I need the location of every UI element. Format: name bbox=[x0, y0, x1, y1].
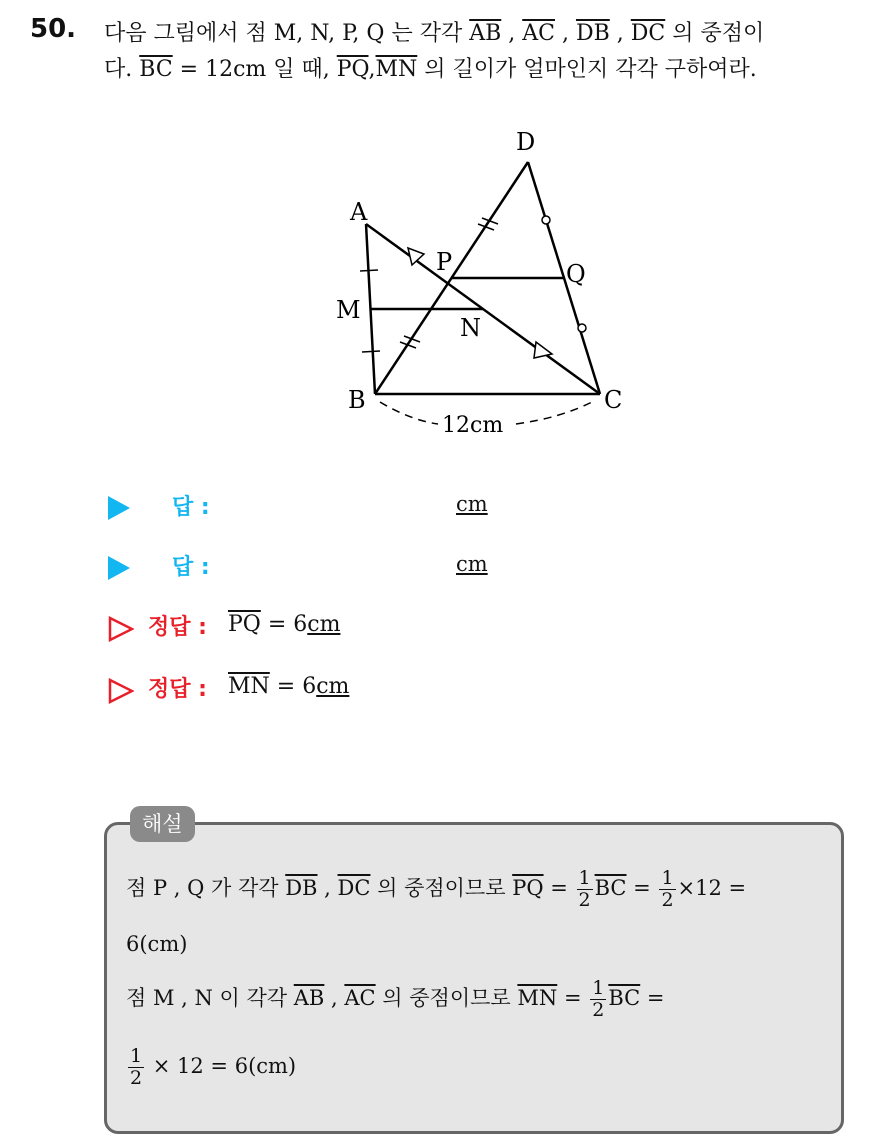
bc-length-arc-right bbox=[516, 402, 592, 424]
label-b: B bbox=[348, 386, 366, 414]
label-p: P bbox=[436, 248, 453, 276]
fraction-half: $\frac{1}{2}$ bbox=[130, 1045, 143, 1089]
label-q: Q bbox=[566, 260, 586, 288]
correct-answer-value: $\overline{PQ} = 6cm$ bbox=[228, 612, 341, 637]
answer-section bbox=[108, 490, 808, 734]
label-bc-length: 12cm bbox=[442, 413, 504, 438]
label-a: A bbox=[350, 198, 368, 226]
answer-unit: cm bbox=[456, 552, 488, 576]
label-n: N bbox=[460, 314, 481, 342]
bc-length-arc-left bbox=[380, 402, 438, 424]
play-arrow-icon bbox=[108, 496, 130, 520]
label-m: M bbox=[336, 296, 361, 324]
play-arrow-icon bbox=[108, 556, 130, 580]
correct-answer-label: 정답 : bbox=[148, 677, 207, 702]
segment-bc: $\overline{BC}$ bbox=[139, 57, 173, 82]
question-line-2: 다. $\overline{BC} = 12cm$ 일 때, $\overline{PQ},\overline{MN}$ 의 길이가 얼마인지 각각 구하여라. bbox=[104, 57, 757, 82]
segment-ab: $\overline{AB}$ bbox=[469, 21, 502, 46]
answer-label: 답 : bbox=[172, 555, 210, 580]
outline-arrow-icon bbox=[108, 678, 134, 704]
solution-line-3: 점 M , N 이 각각 $\overline{AB}$ , $\overline{AC}$ 의 중점이므로 $\overline{MN}$ = $\frac{1}{2}$ $\overline{BC}$ = bbox=[126, 977, 665, 1021]
outline-arrow-icon bbox=[108, 616, 134, 642]
answer-unit: cm bbox=[456, 492, 488, 516]
correct-answer-value: $\overline{MN} = 6cm$ bbox=[228, 674, 350, 699]
label-c: C bbox=[604, 386, 623, 414]
solution-tab: 해설 bbox=[130, 806, 195, 842]
segment-db: $\overline{DB}$ bbox=[575, 21, 610, 46]
question-line-1: 다음 그림에서 점 M, N, P, Q 는 각각 $\overline{AB}$ , $\overline{AC}$ , $\overline{DB}$ , $\overline{DC}$ 의 중점이 bbox=[104, 21, 765, 46]
label-d: D bbox=[516, 128, 536, 156]
solution-line-1: 점 P , Q 가 각각 $\overline{DB}$ , $\overline{DC}$ 의 중점이므로 $\overline{PQ}$ = $\frac{1}{2}$ $\overline{BC}$ = $\frac{1}{2}$ ×12 = bbox=[126, 867, 747, 911]
fraction-half: $\frac{1}{2}$ bbox=[578, 867, 591, 911]
fraction-half: $\frac{1}{2}$ bbox=[592, 977, 605, 1021]
segment-dc: $\overline{DC}$ bbox=[630, 21, 666, 46]
question-text bbox=[104, 16, 884, 88]
geometry-figure bbox=[320, 120, 640, 450]
correct-answer-row-1 bbox=[108, 610, 808, 672]
segment-pq: $\overline{PQ}$ bbox=[336, 57, 369, 82]
answer-row-1[interactable] bbox=[108, 490, 808, 550]
segment-mn: $\overline{MN}$ bbox=[375, 57, 418, 82]
segment-ac: $\overline{AC}$ bbox=[522, 21, 555, 46]
fraction-half: $\frac{1}{2}$ bbox=[661, 867, 674, 911]
answer-row-2[interactable] bbox=[108, 550, 808, 610]
correct-answer-label: 정답 : bbox=[148, 615, 207, 640]
question-number: 50. bbox=[30, 14, 77, 44]
figure-svg bbox=[320, 120, 640, 450]
solution-line-4: $\frac{1}{2}$ × 12 = 6(cm) bbox=[130, 1045, 297, 1089]
solution-line-2: 6(cm) bbox=[126, 932, 188, 956]
correct-answer-row-2 bbox=[108, 672, 808, 734]
answer-label: 답 : bbox=[172, 495, 210, 520]
